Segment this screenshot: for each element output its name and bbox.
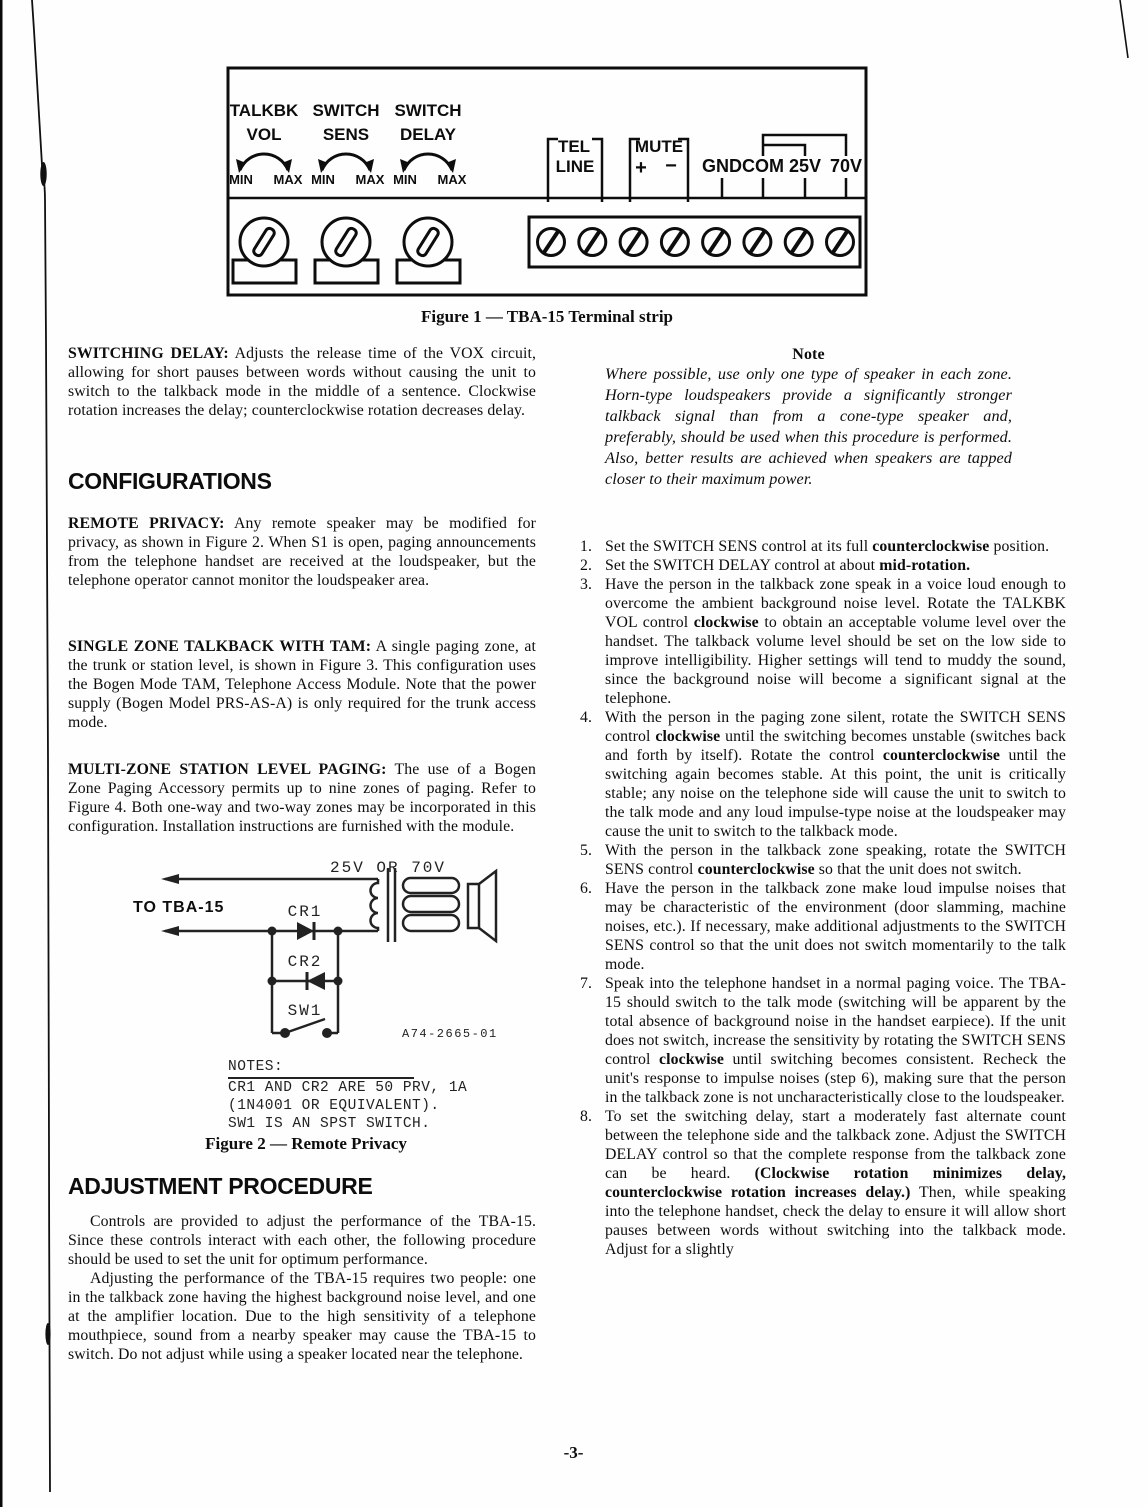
scan-blob-top: [40, 162, 46, 186]
remote-privacy-paragraph: [68, 514, 536, 590]
figure2-note-line: CR1 AND CR2 ARE 50 PRV, 1A: [228, 1080, 468, 1096]
arrowhead-left-bottom: [161, 926, 179, 936]
step-text: With the person in the paging zone silent, rotate the SWITCH SENS control clockwise until the switching becomes unstable (switches back and forth by itself). Rotate the control counterclockwise until the switching again becomes stable. At this point, the unit is critically stable; any noise on the telephone side will cause the unit to switch to the talk mode and any loud impulse-type noise at the loudspeaker may cause the unit to switch to the talkback mode.: [605, 709, 1066, 840]
max-label: MAX: [273, 172, 303, 187]
step-number: 4.: [580, 709, 593, 726]
knob-label: SWITCH: [312, 101, 380, 120]
figure2-notes: [228, 1058, 488, 1133]
knob-label: SWITCH: [394, 101, 462, 120]
rotation-arc: [240, 154, 288, 170]
arrowhead-left-top: [161, 874, 179, 884]
adjustment-paragraph-2: Adjusting the performance of the TBA-15 requires two people: one in the talkback zone having the highest background noise level, and one at the amplifier location. Due to the high sensitivity of a telephone mouthpiece, sound from a nearby speaker may cause the TBA-15 to switch. Do not adjust while using a speaker located near the telephone.: [68, 1270, 536, 1363]
min-label: MIN: [393, 172, 417, 187]
jumper-inner: [763, 145, 805, 156]
single-zone-text: A single paging zone, at the trunk or station level, is shown in Figure 3. This configuration uses the Bogen Mode TAM, Telephone Access Module. Note that the power supply (Bogen Model PRS-AS-A) is only required for the trunk access mode.: [68, 638, 536, 731]
mute-plus: +: [635, 157, 647, 179]
step-text: Set the SWITCH SENS control at its full counterclockwise position.: [605, 538, 1050, 555]
gnd-label: GND: [702, 156, 742, 176]
figure2-caption: Figure 2 — Remote Privacy: [205, 1134, 407, 1153]
procedure-step: [577, 537, 1066, 556]
procedure-step: [577, 1107, 1066, 1259]
knob-label: SENS: [322, 125, 370, 144]
to-tba15-label: TO TBA-15: [133, 899, 225, 916]
line-label: LINE: [555, 157, 595, 176]
junction-dot: [268, 977, 277, 986]
knob-talkbk-vol: [229, 101, 303, 283]
scan-crease-line: [32, 0, 50, 1492]
step-text: Have the person in the talkback zone speak in a voice loud enough to overcome the ambient background noise level. Rotate the TALKBK VOL control clockwise to obtain an acceptable volume level over the handset. The talkback volume level should be set on the low side to improve intelligibility. Higher settings will tend to muddy the sound, since the background noise will become a significant signal at the telephone.: [605, 576, 1066, 707]
mute-label: MUTE: [634, 137, 684, 156]
note-text: Where possible, use only one type of speaker in each zone. Horn-type loudspeakers provide a significantly stronger talkback signal than from a cone-type speaker and, preferably, should be used when this procedure is performed. Also, better results are achieved when speakers are tapped closer to their maximum power.: [605, 365, 1012, 488]
procedure-step: [577, 879, 1066, 974]
drawing-number: A74-2665-01: [402, 1027, 498, 1041]
knob-label: TALKBK: [229, 101, 299, 120]
v25-label: 25V: [788, 156, 822, 176]
adjustment-procedure-paragraphs: [68, 1212, 536, 1364]
knob-switch-sens: [311, 101, 385, 283]
page-number: -3-: [563, 1443, 584, 1462]
v70-label: 70V: [829, 156, 863, 176]
cr1-diode: [297, 922, 314, 940]
step-number: 8.: [580, 1108, 593, 1125]
step-number: 7.: [580, 975, 593, 992]
multi-zone-text: The use of a Bogen Zone Paging Accessory permits up to nine zones of paging. Refer to Figure 4. Both one-way and two-way zones may be incorporated in this configuration. Installation instructions are furnished with the module.: [68, 761, 536, 835]
transformer-core: [388, 868, 395, 942]
switching-delay-text: Adjusts the release time of the VOX circuit, allowing for short pauses between words without causing the unit to switch to the talkback mode in the middle of a sentence. Clockwise rotation increases the delay; counterclockwise rotation decreases delay.: [68, 345, 536, 419]
cr2-label: CR2: [287, 953, 323, 971]
multi-zone-label: MULTI-ZONE STATION LEVEL PAGING:: [68, 761, 387, 778]
switch-contact: [322, 1028, 332, 1038]
figure2-note-line: (1N4001 OR EQUIVALENT).: [228, 1098, 440, 1114]
terminal-screws: [538, 229, 854, 256]
knob: [404, 218, 452, 266]
step-number: 5.: [580, 842, 593, 859]
min-label: MIN: [229, 172, 253, 187]
figure2-remote-privacy-schematic: [85, 852, 515, 1047]
step-number: 2.: [580, 557, 593, 574]
switch-lever: [285, 1019, 325, 1033]
adjustment-procedure-heading: ADJUSTMENT PROCEDURE: [68, 1173, 373, 1199]
knob-label: DELAY: [399, 125, 457, 144]
cr1-label: CR1: [287, 903, 323, 921]
figure2-note-line: SW1 IS AN SPST SWITCH.: [228, 1116, 431, 1132]
knob-label: VOL: [246, 125, 282, 144]
knob-switch-delay: [393, 101, 467, 283]
figure1-terminal-strip-diagram: [222, 60, 872, 300]
min-label: MIN: [311, 172, 335, 187]
procedure-steps: [577, 537, 1066, 1259]
figure2-notes-title: NOTES:: [228, 1058, 414, 1079]
remote-privacy-text: Any remote speaker may be modified for privacy, as shown in Figure 2. When S1 is open, paging announcements from the telephone handset are received at the loudspeaker, but the telephone operator cannot monitor the loudspeaker area.: [68, 515, 536, 589]
speaker-icon: [468, 871, 496, 941]
step-text: To set the switching delay, start a moderately fast alternate count between the telephone side and the talkback zone. Adjust the SWITCH DELAY control so that the complete response from the talkback zone can be heard. (Clockwise rotation minimizes delay, counterclockwise rotation increases delay.) Then, while speaking into the telephone handset, check the delay to ensure it will allow short pauses between words without switching into the talkback mode. Adjust for a slightly: [605, 1108, 1066, 1258]
mute-minus: −: [665, 155, 677, 177]
switching-delay-label: SWITCHING DELAY:: [68, 345, 229, 362]
procedure-step: [577, 575, 1066, 708]
switching-delay-paragraph: [68, 344, 536, 420]
transformer-primary: [371, 879, 378, 931]
voltage-label: 25V OR 70V: [329, 859, 447, 877]
step-text: Set the SWITCH DELAY control at about mid-rotation.: [605, 557, 971, 574]
step-number: 3.: [580, 576, 593, 593]
adjustment-paragraph-1: Controls are provided to adjust the performance of the TBA-15. Since these controls interact with each other, the following procedure should be used to set the unit for optimum performance.: [68, 1213, 536, 1268]
step-number: 6.: [580, 880, 593, 897]
rotation-arc: [322, 154, 370, 170]
step-text: Have the person in the talkback zone make loud impulse noises that may be characteristic of the environment (door slamming, machine noises, etc.). If necessary, make additional adjustments to the SWITCH SENS control so that the unit does not switch momentarily to the talk mode.: [605, 880, 1066, 973]
transformer-secondary: [403, 878, 459, 931]
com-label: COM: [742, 156, 784, 176]
knob: [240, 218, 288, 266]
multi-zone-paragraph: [68, 760, 536, 836]
cr2-diode: [307, 972, 325, 990]
scan-corner-line: [1120, 0, 1128, 58]
single-zone-paragraph: [68, 637, 536, 732]
procedure-step: [577, 556, 1066, 575]
note-title: Note: [792, 346, 825, 363]
tel-label: TEL: [557, 137, 591, 156]
scan-blob-bottom: [45, 1323, 50, 1345]
note-block: [605, 346, 1012, 490]
procedure-step: [577, 974, 1066, 1107]
junction-dot: [334, 977, 343, 986]
rotation-arc: [404, 154, 452, 170]
procedure-step: [577, 708, 1066, 841]
figure1-caption: Figure 1 — TBA-15 Terminal strip: [420, 307, 674, 326]
single-zone-label: SINGLE ZONE TALKBACK WITH TAM:: [68, 638, 372, 655]
remote-privacy-label: REMOTE PRIVACY:: [68, 515, 225, 532]
step-text: Speak into the telephone handset in a normal paging voice. The TBA-15 should switch to the talk mode (switching will be apparent by the total absence of background noise in the handset earpiece). If the unit does not switch, increase the sensitivity by rotating the SWITCH SENS control clockwise until switching becomes consistent. Recheck the unit's response to impulse noises (step 6), making sure that the person in the talkback zone is not uncharacteristically close to the loudspeaker.: [605, 975, 1066, 1106]
max-label: MAX: [355, 172, 385, 187]
knob: [322, 218, 370, 266]
scan-edge-strip: [0, 0, 3, 1507]
step-number: 1.: [580, 538, 593, 555]
terminal-labels: [548, 135, 862, 202]
sw1-label: SW1: [287, 1002, 323, 1020]
procedure-step: [577, 841, 1066, 879]
max-label: MAX: [437, 172, 467, 187]
step-text: With the person in the talkback zone speaking, rotate the SWITCH SENS control counterclockwise so that the unit does not switch.: [605, 842, 1066, 878]
label-ticks: [722, 178, 846, 198]
configurations-heading: CONFIGURATIONS: [68, 468, 272, 494]
figure2-notes-lines: [228, 1079, 488, 1133]
